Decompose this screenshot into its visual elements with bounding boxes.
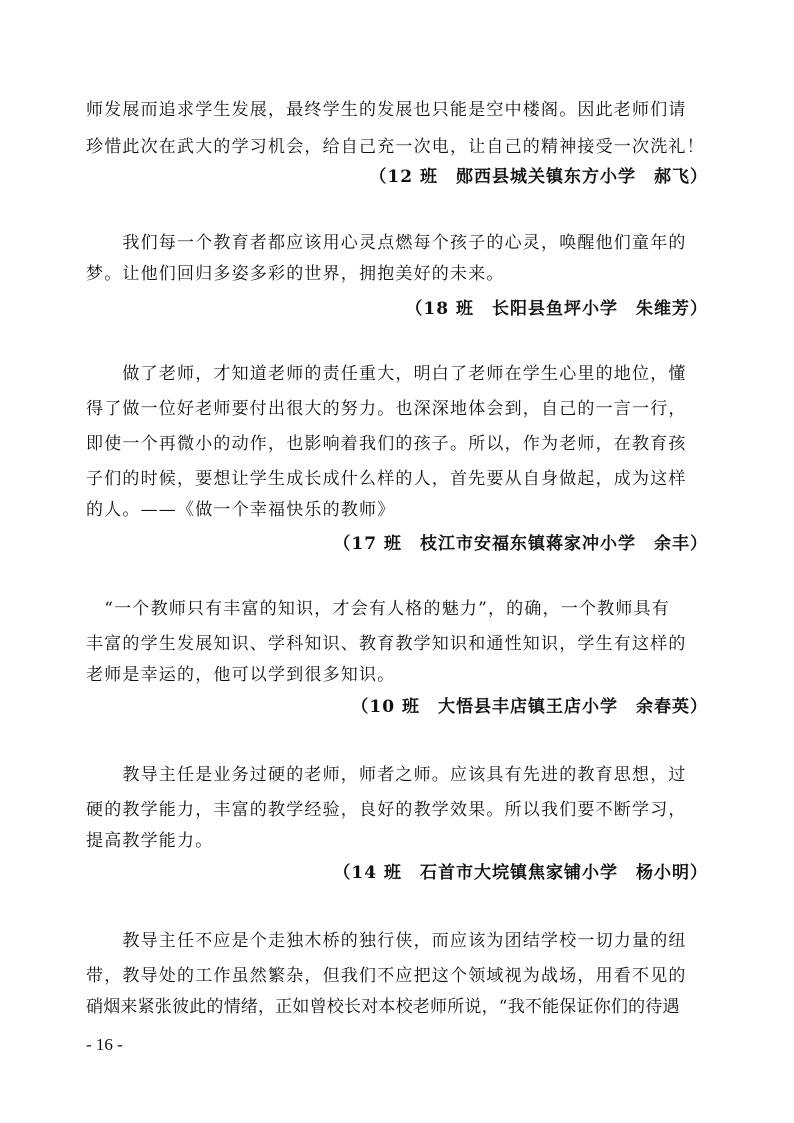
paragraph-line: 教导主任不应是个走独木桥的独行侠，而应该为团结学校一切力量的纽 (86, 931, 687, 951)
paragraph-line: 提高教学能力。 (86, 831, 214, 851)
attribution: （17 班 枝江市安福东镇蒋家冲小学 余丰） (333, 534, 708, 554)
paragraph-line: 即使一个再微小的动作，也影响着我们的孩子。所以，作为老师，在教育孩 (86, 434, 687, 454)
paragraph-line: “一个教师只有丰富的知识，才会有人格的魅力”，的确，一个教师具有 (86, 599, 670, 619)
paragraph-line: 得了做一位好老师要付出很大的努力。也深深地体会到，自己的一言一行， (86, 399, 687, 419)
paragraph-line: 珍惜此次在武大的学习机会，给自己充一次电，让自己的精神接受一次洗礼！ (86, 137, 705, 157)
paragraph-line: 教导主任是业务过硬的老师，师者之师。应该具有先进的教育思想，过 (86, 765, 687, 785)
paragraph-line: 带，教导处的工作虽然繁杂，但我们不应把这个领域视为战场，用看不见的 (86, 966, 687, 986)
page-number: - 16 - (86, 1035, 123, 1054)
attribution: （12 班 郧西县城关镇东方小学 郝飞） (369, 167, 708, 187)
paragraph-line: 的人。——《做一个幸福快乐的教师》 (86, 500, 396, 520)
paragraph-line: 梦。让他们回归多姿多彩的世界，拥抱美好的未来。 (86, 264, 505, 284)
paragraph-line: 硬的教学能力，丰富的教学经验，良好的教学效果。所以我们要不断学习， (86, 800, 687, 820)
paragraph-line: 子们的时候，要想让学生成长成什么样的人，首先要从自身做起，成为这样 (86, 469, 687, 489)
attribution: （14 班 石首市大垸镇焦家铺小学 杨小明） (333, 863, 708, 883)
paragraph-line: 硝烟来紧张彼此的情绪，正如曾校长对本校老师所说，“我不能保证你们的待遇 (86, 997, 680, 1017)
paragraph-line: 做了老师，才知道老师的责任重大，明白了老师在学生心里的地位，懂 (86, 364, 687, 384)
paragraph-line: 丰富的学生发展知识、学科知识、教育教学知识和通性知识，学生有这样的 (86, 634, 687, 654)
paragraph-line: 老师是幸运的，他可以学到很多知识。 (86, 665, 396, 685)
attribution: （18 班 长阳县鱼坪小学 朱维芳） (405, 299, 708, 319)
attribution: （10 班 大悟县丰店镇王店小学 余春英） (351, 697, 708, 717)
paragraph-line: 我们每一个教育者都应该用心灵点燃每个孩子的心灵，唤醒他们童年的 (86, 233, 687, 253)
paragraph-line: 师发展而追求学生发展，最终学生的发展也只能是空中楼阁。因此老师们请 (86, 100, 687, 120)
